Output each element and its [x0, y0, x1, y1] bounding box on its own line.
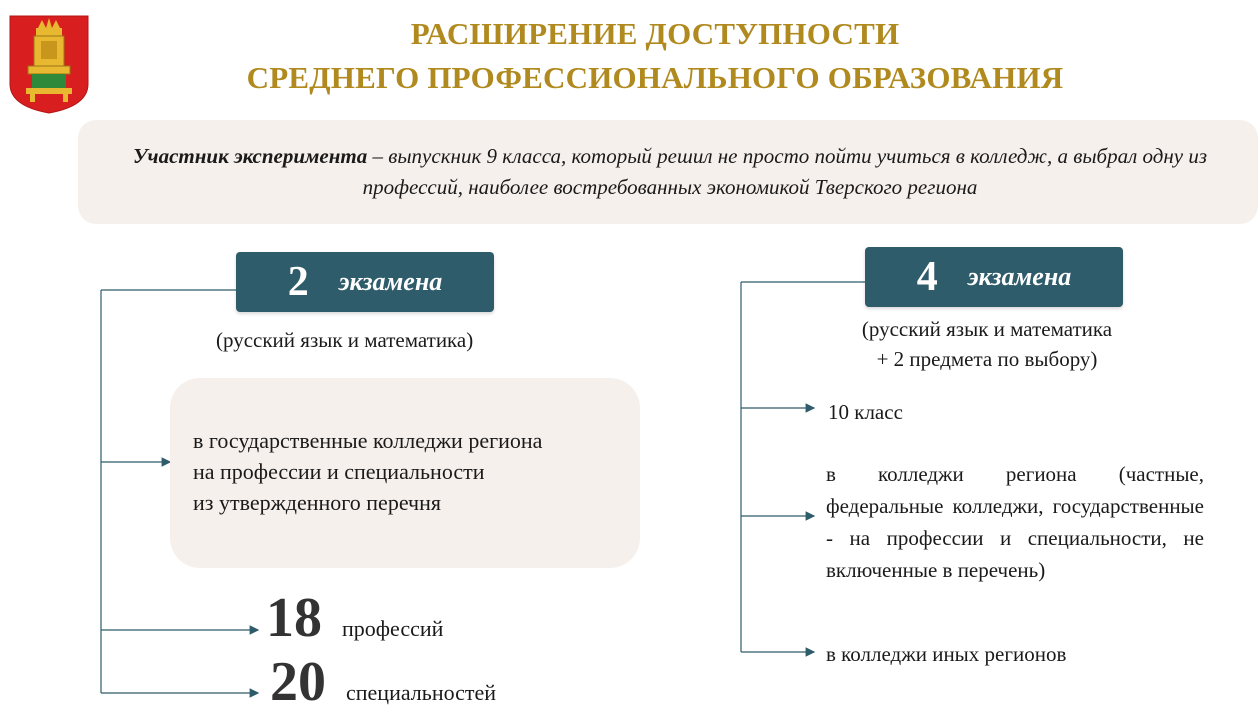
definition-body: – выпускник 9 класса, который решил не просто пойти учиться в колледж, а выбрал одну из профессий, наиболее востребованных экономикой Тверского региона [362, 144, 1208, 199]
page-title-line1: РАСШИРЕНИЕ ДОСТУПНОСТИ [410, 16, 900, 51]
left-option-line1: в государственные колледжи региона [193, 428, 543, 453]
left-exam-count: 2 [287, 259, 309, 305]
right-exam-word: экзамена [967, 262, 1072, 291]
right-exam-badge [865, 247, 1123, 307]
right-option-other-regions: в колледжи иных регионов [826, 642, 1067, 666]
specialties-label: специальностей [346, 680, 497, 705]
left-exam-badge [236, 252, 494, 312]
right-subjects-line2: + 2 предмета по выбору) [876, 347, 1098, 371]
specialties-count: 20 [270, 651, 326, 713]
left-exam-word: экзамена [338, 267, 443, 296]
page-title-line2: СРЕДНЕГО ПРОФЕССИОНАЛЬНОГО ОБРАЗОВАНИЯ [246, 60, 1064, 95]
right-option-grade10: 10 класс [828, 400, 903, 424]
right-option-regional-colleges: в колледжи региона (частные, федеральные колледжи, государственные - на профессии и специальности, не включенные в перечень) [826, 462, 1204, 582]
left-subjects: (русский язык и математика) [216, 328, 474, 352]
professions-count: 18 [266, 587, 322, 649]
left-option-line2: на профессии и специальности [193, 459, 485, 484]
right-exam-count: 4 [916, 254, 938, 300]
right-subjects [828, 314, 1146, 374]
definition-term: Участник эксперимента [132, 144, 368, 168]
professions-label: профессий [342, 616, 444, 641]
left-option-text [193, 425, 633, 518]
professions-stat [266, 586, 443, 650]
specialties-stat [270, 650, 496, 714]
right-subjects-line1: (русский язык и математика [861, 317, 1113, 341]
left-option-line3: из утвержденного перечня [193, 490, 441, 515]
